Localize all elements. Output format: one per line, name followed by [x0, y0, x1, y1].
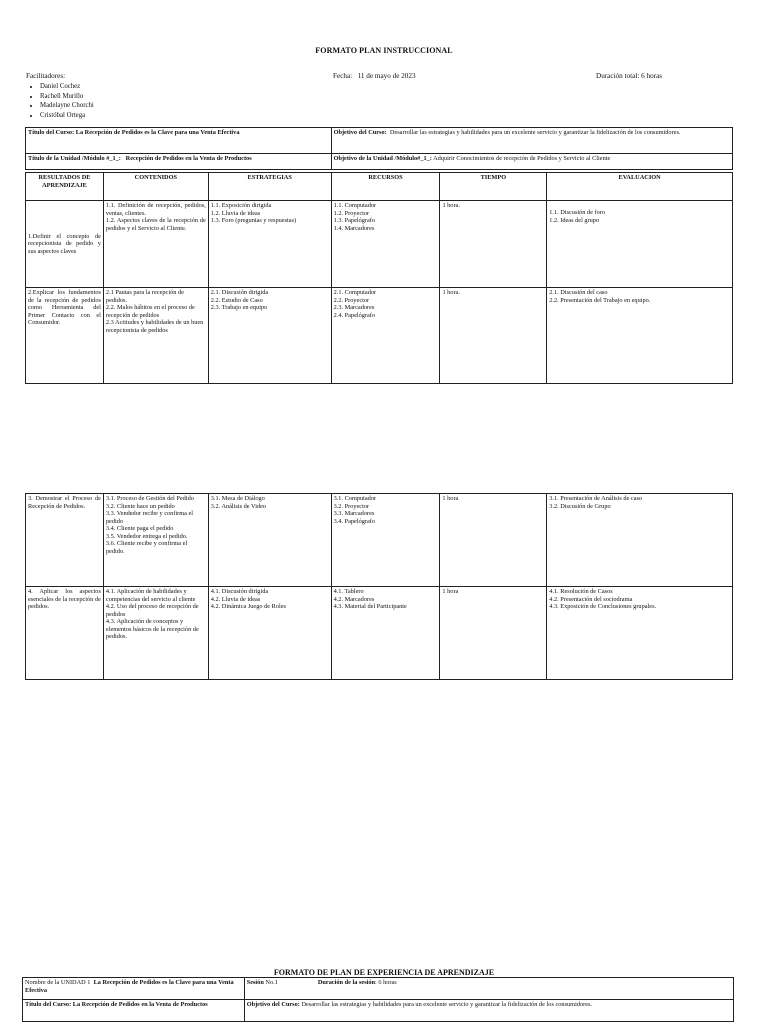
table-row [26, 201, 733, 288]
column-header-estrategias: ESTRATEGIAS [208, 173, 331, 201]
cell-recursos: 4.1. Tablero 4.2. Marcadores 4.3. Material del Participante [331, 587, 440, 680]
course-objective-text: Desarrollar las estrategias y habilidades para un excelente servicio y garantizar la fidelización de los consumidores. [389, 129, 681, 136]
facilitators-list [26, 82, 94, 120]
session-cell [244, 978, 733, 1000]
cell-resultado: 3. Demostrar el Proceso de Recepción de Pedidos. [26, 494, 104, 587]
cell-recursos: 3.1. Computador 3.2. Proyector 3.3. Marcadores 3.4. Papelógrafo [331, 494, 440, 587]
session-duration-label: Duración de la sesión [317, 979, 376, 986]
unit-objective-text: Adquirir Conocimientos de recepción de Pedidos y Servicio al Cliente [433, 155, 611, 162]
cell-resultado: 1.Definir el concepto de recepcionista de pedido y sus aspectos claves [26, 201, 104, 288]
cell-tiempo: 1 hora. [440, 201, 547, 288]
cell-evaluacion: 2.1. Discusión del caso 2.2. Presentación del Trabajo en equipo. [547, 288, 733, 384]
unit-title-label: Título de la Unidad /Módulo #_1_: [28, 155, 121, 162]
cell-contenidos: 2.1 Pautas para la recepción de pedidos. 2.2. Malos hábitos en el proceso de recepción de pedidos 2.3 Actitudes y habilidades de un buen recepcionista de pedidos [103, 288, 208, 384]
date-value: 11 de mayo de 2023 [357, 72, 416, 80]
cell-evaluacion: 3.1. Presentación de Análisis de caso 3.2. Discusión de Grupo [547, 494, 733, 587]
cell-contenidos: 1.1. Definición de recepción, pedidos, ventas, clientes. 1.2. Aspectos claves de la recepción de pedidos y el Servicio al Cliente. [103, 201, 208, 288]
second-course-objective-cell [244, 1000, 733, 1022]
instructional-plan-table-part1 [25, 172, 733, 384]
table-row [26, 494, 733, 587]
column-header-contenidos: CONTENIDOS [103, 173, 208, 201]
cell-tiempo: 1 hora. [440, 288, 547, 384]
second-form-title: FORMATO DE PLAN DE EXPERIENCIA DE APRENDIZAJE [273, 968, 495, 977]
facilitator-item: • Cristóbal Ortega [40, 111, 94, 121]
cell-evaluacion: 1.1. Discusión de foro 1.2. Ideas del grupo [547, 201, 733, 288]
document-title: FORMATO PLAN INSTRUCCIONAL [315, 46, 453, 55]
second-course-objective-text: Desarrollar las estrategias y habilidades para un excelente servicio y garantizar la fidelización de los consumidores. [301, 1001, 593, 1008]
cell-evaluacion: 4.1. Resolución de Casos 4.2. Presentación del sociodrama 4.3. Exposición de Conclusiones grupales. [547, 587, 733, 680]
cell-tiempo: 1 hora [440, 494, 547, 587]
unit-name-text: La Recepción de Pedidos es la Clave para una Venta Efectiva [25, 979, 234, 994]
date-line [333, 72, 416, 80]
cell-recursos: 1.1. Computador 1.2. Proyector 1.3. Papelógrafo 1.4. Marcadores [331, 201, 440, 288]
session-label: Sesión [246, 979, 264, 986]
unit-objective-cell [331, 154, 732, 170]
course-objective-cell [331, 128, 732, 154]
facilitator-item: • Madelayne Chorchi [40, 101, 94, 111]
cell-resultado: 2.Explicar los fundamentos de la recepción de pedidos como Herramienta del Primer Contacto con el Consumidor. [26, 288, 104, 384]
course-header-table [25, 127, 733, 170]
instructional-plan-table-part2 [25, 493, 733, 680]
cell-estrategias: 3.1. Mesa de Diálogo 3.2. Análisis de Video [208, 494, 331, 587]
course-objective-label: Objetivo del Curso: [333, 129, 387, 136]
column-header-evaluacion: EVALUACION [547, 173, 733, 201]
table-row [26, 587, 733, 680]
unit-name-cell [23, 978, 245, 1000]
session-value: No.1 [265, 979, 278, 986]
second-course-objective-label: Objetivo del Curso: [246, 1001, 300, 1008]
unit-title-text: Recepción de Pedidos en la Venta de Productos [125, 155, 252, 162]
cell-contenidos: 3.1. Proceso de Gestión del Pedido 3.2. Cliente hace un pedido 3.3. Vendedor recibe y confirma el pedido 3.4. Cliente paga el pedido 3.5. Vendedor entrega el pedido. 3.6. Cliente recibe y confirma el pedido. [103, 494, 208, 587]
date-label: Fecha: [333, 72, 353, 80]
table-row [26, 288, 733, 384]
total-duration: Duración total: 6 horas [596, 72, 663, 80]
column-header-recursos: RECURSOS [331, 173, 440, 201]
unit-title-cell [26, 154, 332, 170]
cell-estrategias: 4.1. Discusión dirigida 4.2. Lluvia de ideas 4.2. Dinámica Juego de Roles [208, 587, 331, 680]
unit-name-label: Nombre de la UNIDAD 1 [25, 979, 91, 986]
facilitator-item: • Rachell Murillo [40, 92, 94, 102]
learning-experience-table [22, 977, 734, 1022]
cell-estrategias: 2.1. Discusión dirigida 2.2. Estudio de Caso 2.3. Trabajo en equipo [208, 288, 331, 384]
course-title: Título del Curso: La Recepción de Pedidos es la Clave para una Venta Efectiva [26, 128, 332, 154]
second-course-title: Título del Curso: La Recepción de Pedidos en la Venta de Productos [23, 1000, 245, 1022]
cell-tiempo: 1 hora [440, 587, 547, 680]
facilitators-label: Facilitadores: [26, 72, 66, 80]
column-header-resultados: RESULTADOS DE APRENDIZAJE [26, 173, 104, 201]
unit-objective-label: Objetivo de la Unidad /Módulo#_1_: [333, 155, 432, 162]
cell-contenidos: 4.1. Aplicación de habilidades y competencias del servicio al cliente 4.2. Uso del proceso de recepción de pedidos 4.3. Aplicación de conceptos y elementos básicos de la recepción de pedidos. [103, 587, 208, 680]
session-duration-value: : 6 horas [375, 979, 397, 986]
cell-estrategias: 1.1. Exposición dirigida 1.2. Lluvia de ideas 1.3. Foro (preguntas y respuestas) [208, 201, 331, 288]
cell-resultado: 4. Aplicar los aspectos esenciales de la recepción de pedidos. [26, 587, 104, 680]
cell-recursos: 2.1. Computador 2.2. Proyector 2.3. Marcadores 2.4. Papelógrafo [331, 288, 440, 384]
facilitator-item: • Daniel Cochez [40, 82, 94, 92]
column-header-tiempo: TIEMPO [440, 173, 547, 201]
